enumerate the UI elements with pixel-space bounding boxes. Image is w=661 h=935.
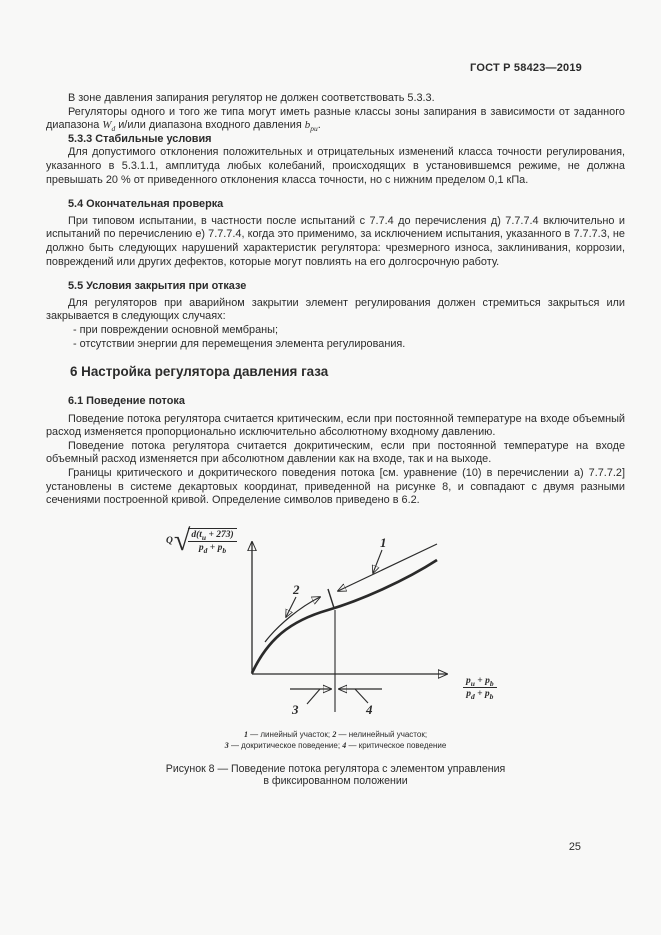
paragraph-critical-flow: Поведение потока регулятора считается критическим, если при постоянной температуре на входе объемный расход изменяется пропорционально исключительно абсолютному входному давлению. <box>46 412 625 439</box>
subscript-u: u <box>470 678 475 688</box>
subscript-b: b <box>222 546 227 556</box>
text-run: + p <box>474 675 490 686</box>
paragraph-regulator-classes <box>46 106 625 133</box>
text-run: Регуляторы одного и того же типа могут иметь разные классы зоны запирания в зависимости от заданного диапазона <box>46 105 625 132</box>
legend-key-1: 1 <box>243 729 248 739</box>
standard-designation: ГОСТ Р 58423—2019 <box>470 62 582 74</box>
heading-6: 6 Настройка регулятора давления газа <box>70 364 329 380</box>
legend-key-4: 4 <box>342 741 347 751</box>
heading-5-4: 5.4 Окончательная проверка <box>68 198 224 211</box>
range-label-4: 4 <box>366 701 373 717</box>
paragraph-subcritical-flow: Поведение потока регулятора считается докритическим, если при постоянной температуре на входе объемный расход изменяется при абсолютном давлении как на входе, так и на выходе. <box>46 439 625 466</box>
page-number: 25 <box>568 841 581 853</box>
text-run: и/или диапазона входного давления <box>115 119 305 132</box>
y-axis-label <box>166 523 237 557</box>
leader-line-1 <box>373 550 382 573</box>
text-run: p <box>198 543 204 554</box>
figure-caption-line-2: в фиксированном положении <box>263 775 408 788</box>
text-run: . <box>317 119 321 132</box>
list-item-membrane: - при повреждении основной мембраны; <box>73 323 279 336</box>
fraction-denominator <box>198 542 227 556</box>
curve-label-1: 1 <box>380 534 387 550</box>
subscript-d: d <box>470 691 475 701</box>
subscript-pu: pu <box>310 124 318 134</box>
figure-8-flow-behaviour <box>166 523 526 727</box>
document-content <box>46 92 625 788</box>
legend-text: — критическое поведение <box>346 741 447 751</box>
legend-text: — нелинейный участок; <box>336 729 428 739</box>
legend-text: — докритическое поведение; <box>228 741 343 751</box>
division-tick <box>328 589 334 608</box>
subscript-d: d <box>111 124 116 134</box>
figure-caption <box>46 763 625 788</box>
range-label-3: 3 <box>292 701 299 717</box>
curve-label-2: 2 <box>293 581 300 597</box>
text-run: d(t <box>191 530 202 541</box>
heading-6-1: 6.1 Поведение потока <box>68 395 185 408</box>
legend-key-2: 2 <box>332 729 337 739</box>
leader-line-4 <box>355 689 368 703</box>
paragraph-final-check: При типовом испытании, в частности после испытаний с 7.7.4 до перечисления д) 7.7.7.4 включительно и испытаний по перечислению е) 7.7.7.4, когда это применимо, за исключением испытания, указанного в 7.7.7.3, не должно быть следующих нарушений характеристик регулятора: чрезмерного износа, заклинивания, коррозии, повреждений или других дефектов, которые могут повлиять на его долгосрочную работу. <box>46 214 625 268</box>
flow-symbol-q: Q <box>166 535 173 546</box>
text-run: + 273) <box>206 530 234 541</box>
fraction-denominator <box>466 688 493 699</box>
leader-line-2 <box>286 597 296 617</box>
text-run: p <box>466 688 471 699</box>
legend-key-3: 3 <box>224 741 229 751</box>
fraction-numerator <box>188 530 236 542</box>
legend-line-2 <box>46 740 625 751</box>
text-run: + p <box>474 688 490 699</box>
x-axis-label <box>463 676 497 699</box>
paragraph-stable-conditions: Для допустимого отклонения положительных и отрицательных изменений класса точности регулирования, указанного в 5.3.1.1, амплитуда любых колебаний, происходящих в установившемся режиме, не должна превышать 20 % от приведенного отклонения класса точности, но с нижним пределом 0,1 кПа. <box>46 146 625 186</box>
variable-wd: W <box>102 119 112 132</box>
paragraph-lockup-zone: В зоне давления запирания регулятор не должен соответствовать 5.3.3. <box>68 92 435 104</box>
list-item-energy: - отсутствии энергии для перемещения элемента регулирования. <box>73 337 406 350</box>
leader-line-3 <box>307 689 320 704</box>
text-run: + p <box>207 543 223 554</box>
heading-5-3-3: 5.3.3 Стабильные условия <box>68 132 212 145</box>
subscript-b: b <box>489 678 494 688</box>
flow-curve <box>252 560 437 673</box>
paragraph-flow-boundaries: Границы критического и докритического поведения потока [см. уравнение (10) в перечислении а) 7.7.7.2] установлены в системе декартовых координат, приведенной на рисунке 8, и совпадают с двумя разными сечениями построенной кривой. Определение символов приведено в 6.2. <box>46 467 625 507</box>
legend-text: — линейный участок; <box>247 729 333 739</box>
fraction-numerator <box>463 676 497 688</box>
subscript-u: u <box>201 533 207 543</box>
sqrt-radical-sign: √ <box>173 523 191 557</box>
subscript-d: d <box>203 546 208 556</box>
subscript-b: b <box>489 691 494 701</box>
figure-caption-line-1: Рисунок 8 — Поведение потока регулятора с элементом управления <box>165 762 506 775</box>
x-axis-fraction <box>463 676 497 699</box>
heading-5-5: 5.5 Условия закрытия при отказе <box>68 280 247 293</box>
y-axis-fraction <box>188 528 236 556</box>
legend-line-1 <box>46 729 625 740</box>
paragraph-fail-close: Для регуляторов при аварийном закрытии элемент регулирования должен стремиться закрыться или закрывается в следующих случаях: <box>46 296 625 323</box>
text-run: p <box>466 675 471 686</box>
figure-legend <box>46 729 625 752</box>
variable-bpu: b <box>304 119 311 132</box>
